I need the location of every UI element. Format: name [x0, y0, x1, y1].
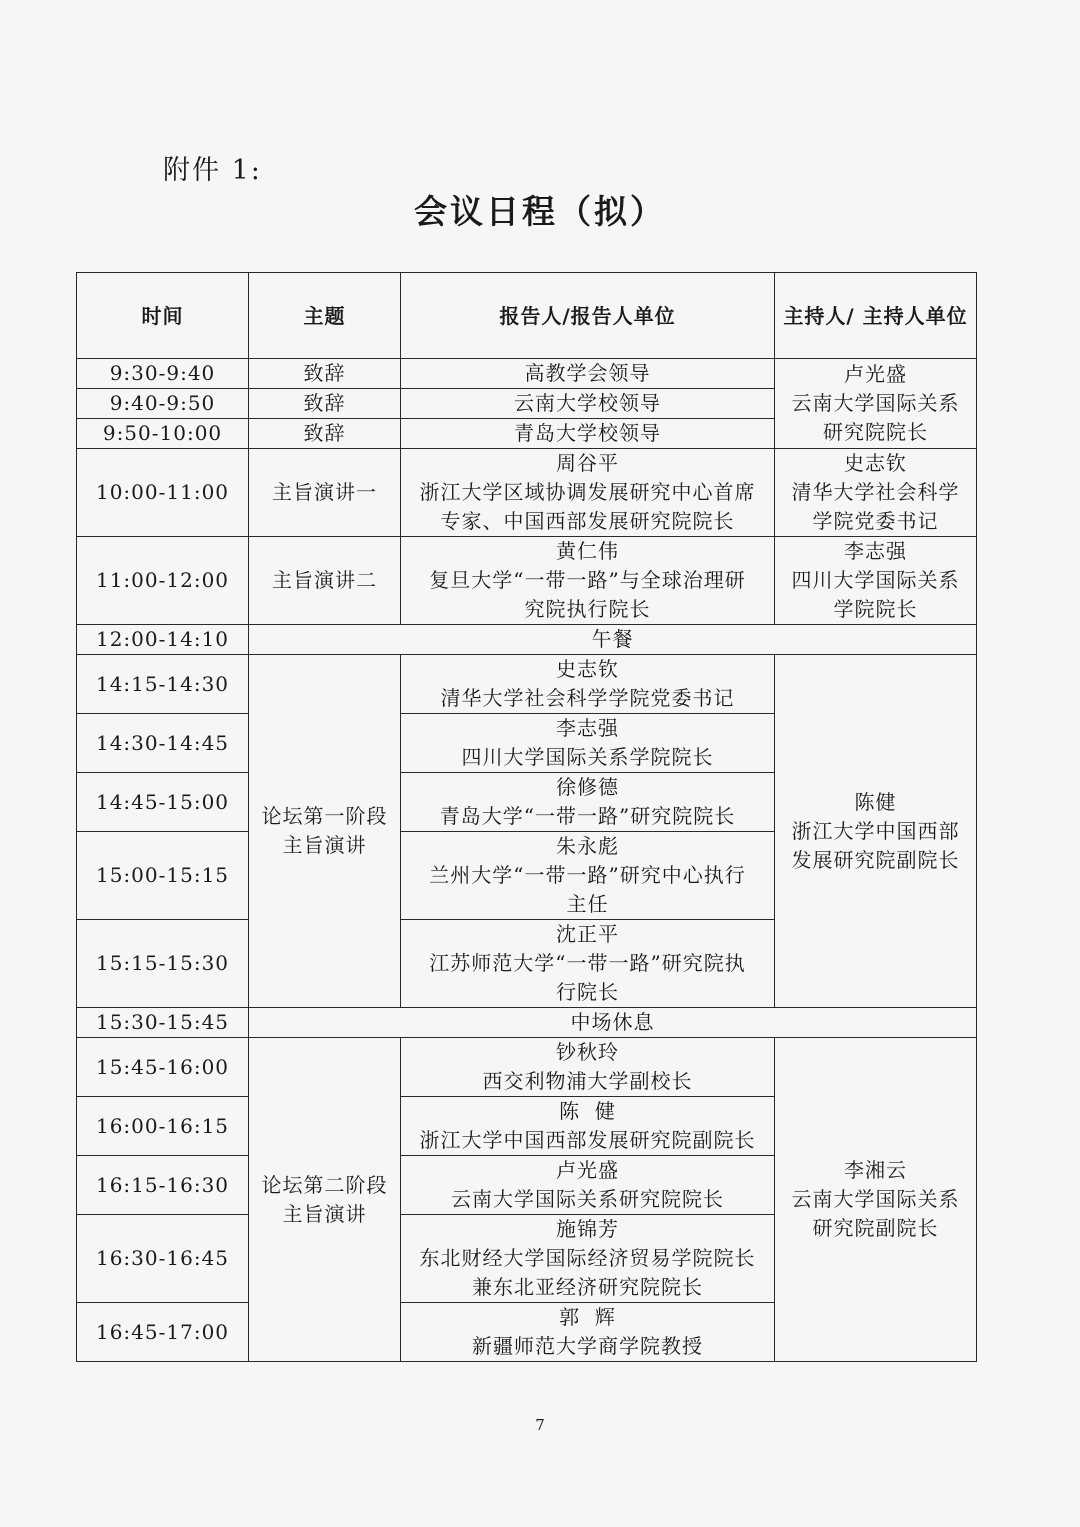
- speaker-name: 卢光盛: [556, 1158, 619, 1182]
- speaker-unit: 复旦大学“一带一路”与全球治理研: [429, 568, 746, 592]
- time-cell: 11:00-12:00: [77, 537, 249, 625]
- table-row: [77, 537, 977, 625]
- break-row: [77, 1008, 977, 1038]
- speaker-name: 史志钦: [556, 657, 619, 681]
- speaker-name: 李志强: [556, 716, 619, 740]
- speaker-unit: 青岛大学“一带一路”研究院院长: [439, 804, 736, 828]
- host-unit: 研究院院长: [823, 420, 928, 444]
- host-unit: 云南大学国际关系: [791, 1187, 960, 1211]
- topic-cell: 致辞: [249, 389, 401, 419]
- speaker-name: 陈 健: [559, 1099, 616, 1123]
- topic-cell: 致辞: [249, 359, 401, 389]
- time-cell: 16:45-17:00: [77, 1303, 249, 1362]
- host-name: 李志强: [844, 539, 907, 563]
- lunch-label: 午餐: [249, 625, 977, 655]
- speaker-cell: [401, 1097, 775, 1156]
- page-number: 7: [535, 1416, 545, 1434]
- host-unit: 学院院长: [833, 597, 918, 621]
- speaker-cell: [401, 773, 775, 832]
- speaker-unit: 江苏师范大学“一带一路”研究院执: [429, 951, 746, 975]
- speaker-unit: 行院长: [556, 980, 619, 1004]
- schedule-table: [76, 272, 977, 1362]
- speaker-cell: 青岛大学校领导: [401, 419, 775, 449]
- break-label: 中场休息: [249, 1008, 977, 1038]
- host-cell: [775, 449, 977, 537]
- speaker-cell: [401, 920, 775, 1008]
- speaker-cell: [401, 1215, 775, 1303]
- host-name: 史志钦: [844, 451, 907, 475]
- speaker-unit: 兼东北亚经济研究院院长: [472, 1275, 703, 1299]
- time-cell: 15:00-15:15: [77, 832, 249, 920]
- time-cell: 14:30-14:45: [77, 714, 249, 773]
- host-cell: [775, 359, 977, 449]
- speaker-unit: 清华大学社会科学学院党委书记: [440, 686, 735, 710]
- speaker-cell: 高教学会领导: [401, 359, 775, 389]
- topic-cell: [249, 655, 401, 1008]
- header-time: 时间: [77, 273, 249, 359]
- host-cell: [775, 1038, 977, 1362]
- speaker-unit: 究院执行院长: [524, 597, 651, 621]
- speaker-unit: 主任: [566, 892, 609, 916]
- time-cell: 15:45-16:00: [77, 1038, 249, 1097]
- time-cell: 15:15-15:30: [77, 920, 249, 1008]
- speaker-unit: 浙江大学中国西部发展研究院副院长: [419, 1128, 756, 1152]
- lunch-row: [77, 625, 977, 655]
- host-unit: 浙江大学中国西部: [791, 818, 960, 843]
- host-unit: 四川大学国际关系: [791, 568, 960, 592]
- speaker-name: 周谷平: [556, 451, 619, 475]
- speaker-name: 徐修德: [556, 775, 619, 799]
- speaker-cell: [401, 714, 775, 773]
- table-row: [77, 1038, 977, 1097]
- time-cell: 9:30-9:40: [77, 359, 249, 389]
- speaker-unit: 专家、中国西部发展研究院院长: [440, 509, 735, 533]
- topic-cell: 主旨演讲二: [249, 537, 401, 625]
- speaker-unit: 浙江大学区域协调发展研究中心首席: [419, 480, 756, 504]
- speaker-name: 沈正平: [556, 922, 619, 946]
- header-host-line1: 主持人/: [783, 303, 855, 328]
- speaker-unit: 西交利物浦大学副校长: [482, 1069, 693, 1093]
- speaker-cell: [401, 832, 775, 920]
- header-host-line2: 主持人单位: [862, 303, 968, 328]
- speaker-cell: [401, 537, 775, 625]
- speaker-cell: [401, 1156, 775, 1215]
- speaker-name: 钞秋玲: [556, 1040, 619, 1064]
- time-cell: 16:15-16:30: [77, 1156, 249, 1215]
- time-cell: 15:30-15:45: [77, 1008, 249, 1038]
- topic-cell: [249, 1038, 401, 1362]
- speaker-name: 黄仁伟: [556, 539, 619, 563]
- host-unit: 学院党委书记: [812, 509, 939, 533]
- speaker-unit: 东北财经大学国际经济贸易学院院长: [419, 1246, 756, 1270]
- table-row: [77, 449, 977, 537]
- time-cell: 10:00-11:00: [77, 449, 249, 537]
- host-name: 陈健: [854, 789, 897, 814]
- topic-line: 主旨演讲: [282, 1201, 367, 1226]
- topic-cell: 致辞: [249, 419, 401, 449]
- speaker-unit: 云南大学国际关系研究院院长: [451, 1187, 724, 1211]
- speaker-name: 施锦芳: [556, 1217, 619, 1241]
- speaker-unit: 四川大学国际关系学院院长: [461, 745, 714, 769]
- page-title: 会议日程（拟）: [414, 192, 666, 231]
- speaker-cell: [401, 1303, 775, 1362]
- topic-line: 主旨演讲: [282, 833, 367, 857]
- speaker-cell: [401, 449, 775, 537]
- header-speaker: 报告人/报告人单位: [401, 273, 775, 359]
- time-cell: 16:00-16:15: [77, 1097, 249, 1156]
- time-cell: 14:45-15:00: [77, 773, 249, 832]
- speaker-unit: 兰州大学“一带一路”研究中心执行: [429, 863, 746, 887]
- speaker-cell: 云南大学校领导: [401, 389, 775, 419]
- topic-line: 论坛第一阶段: [261, 804, 388, 828]
- host-unit: 研究院副院长: [812, 1216, 939, 1240]
- speaker-unit: 新疆师范大学商学院教授: [472, 1334, 703, 1358]
- time-cell: 16:30-16:45: [77, 1215, 249, 1303]
- time-cell: 14:15-14:30: [77, 655, 249, 714]
- table-row: [77, 655, 977, 714]
- time-cell: 12:00-14:10: [77, 625, 249, 655]
- attachment-label: 附件 1:: [163, 155, 262, 186]
- speaker-name: 朱永彪: [556, 834, 619, 858]
- time-cell: 9:40-9:50: [77, 389, 249, 419]
- time-cell: 9:50-10:00: [77, 419, 249, 449]
- host-name: 李湘云: [844, 1158, 907, 1182]
- host-unit: 清华大学社会科学: [791, 480, 960, 504]
- table-row: [77, 359, 977, 389]
- header-row: [77, 273, 977, 359]
- speaker-cell: [401, 655, 775, 714]
- header-topic: 主题: [249, 273, 401, 359]
- speaker-name: 郭 辉: [559, 1305, 616, 1329]
- speaker-cell: [401, 1038, 775, 1097]
- host-unit: 云南大学国际关系: [791, 391, 960, 415]
- topic-line: 论坛第二阶段: [261, 1172, 388, 1197]
- host-name: 卢光盛: [844, 362, 907, 386]
- host-unit: 发展研究院副院长: [791, 847, 960, 872]
- host-cell: [775, 655, 977, 1008]
- header-host: [775, 273, 977, 359]
- host-cell: [775, 537, 977, 625]
- topic-cell: 主旨演讲一: [249, 449, 401, 537]
